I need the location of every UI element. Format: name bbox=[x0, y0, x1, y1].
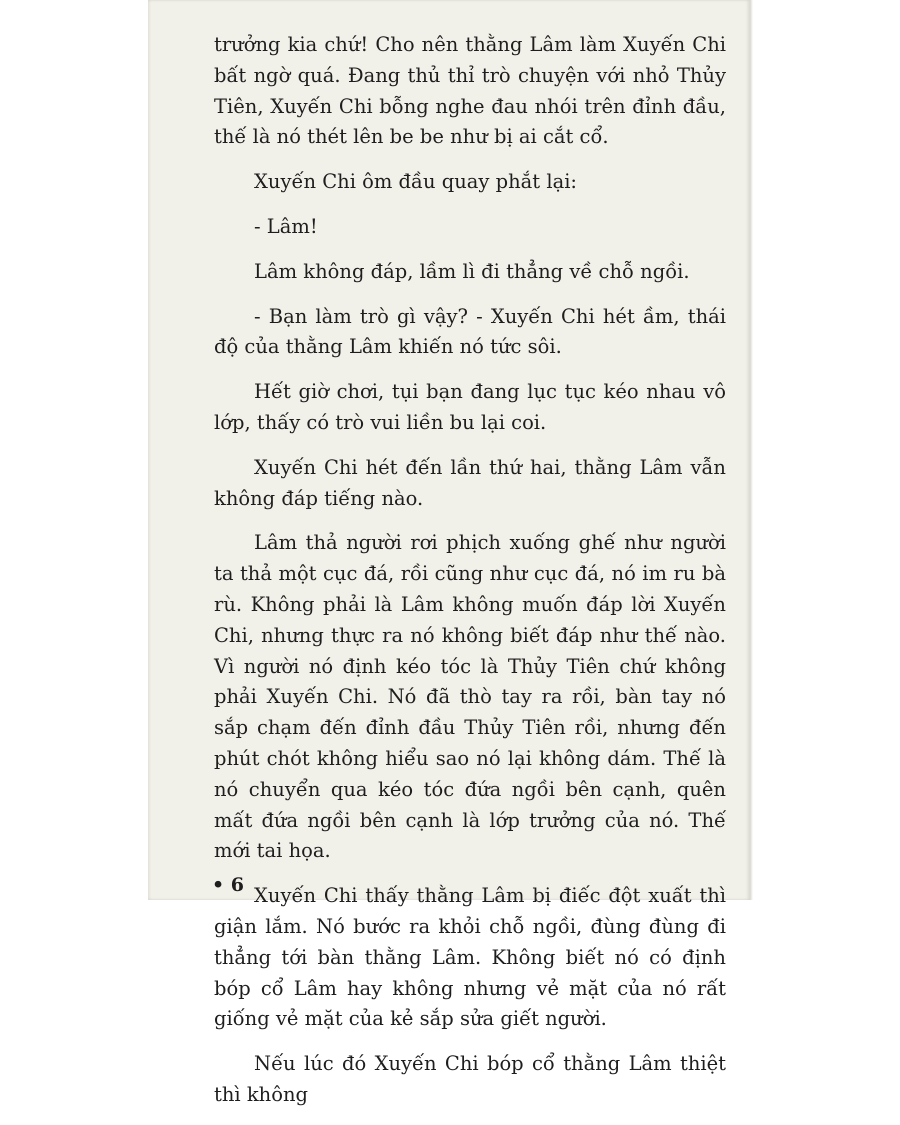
paragraph-7: Xuyến Chi hét đến lần thứ hai, thằng Lâm vẫn không đáp tiếng nào. bbox=[214, 455, 726, 510]
paragraph-4: Lâm không đáp, lầm lì đi thẳng về chỗ ngồi. bbox=[254, 259, 690, 283]
paragraph-9: Xuyến Chi thấy thằng Lâm bị điếc đột xuất thì giận lắm. Nó bước ra khỏi chỗ ngồi, đùng đùng đi thẳng tới bàn thằng Lâm. Không biết nó có định bóp cổ Lâm hay không nhưng vẻ mặt của nó rất giống vẻ mặt của kẻ sắp sửa giết người. bbox=[214, 884, 726, 1031]
paragraph-8: Lâm thả người rơi phịch xuống ghế như người ta thả một cục đá, rồi cũng như cục đá, nó im ru bà rù. Không phải là Lâm không muốn đáp lời Xuyến Chi, nhưng thực ra nó không biết đáp như thế nào. Vì người nó định kéo tóc là Thủy Tiên chứ không phải Xuyến Chi. Nó đã thò tay ra rồi, bàn tay nó sắp chạm đến đỉnh đầu Thủy Tiên rồi, nhưng đến phút chót không hiểu sao nó lại không dám. Thế là nó chuyển qua kéo tóc đứa ngồi bên cạnh, quên mất đứa ngồi bên cạnh là lớp trưởng của nó. Thế mới tai họa. bbox=[214, 531, 726, 863]
paragraph-10: Nếu lúc đó Xuyến Chi bóp cổ thằng Lâm thiệt thì không bbox=[214, 1052, 726, 1106]
paragraph-2: Xuyến Chi ôm đầu quay phắt lại: bbox=[254, 170, 577, 194]
page-number: • 6 bbox=[212, 874, 244, 896]
paragraph-1: trưởng kia chứ! Cho nên thằng Lâm làm Xuyến Chi bất ngờ quá. Đang thủ thỉ trò chuyện với nhỏ Thủy Tiên, Xuyến Chi bỗng nghe đau nhói trên đỉnh đầu, thế là nó thét lên be be như bị ai cắt cổ. bbox=[214, 33, 726, 149]
paragraph-3: - Lâm! bbox=[254, 214, 318, 238]
paragraph-5: - Bạn làm trò gì vậy? - Xuyến Chi hét ầm, thái độ của thằng Lâm khiến nó tức sôi. bbox=[214, 304, 726, 359]
body-text bbox=[214, 30, 726, 1125]
page-edge bbox=[750, 0, 753, 900]
paragraph-6: Hết giờ chơi, tụi bạn đang lục tục kéo nhau vô lớp, thấy có trò vui liền bu lại coi. bbox=[214, 380, 726, 434]
